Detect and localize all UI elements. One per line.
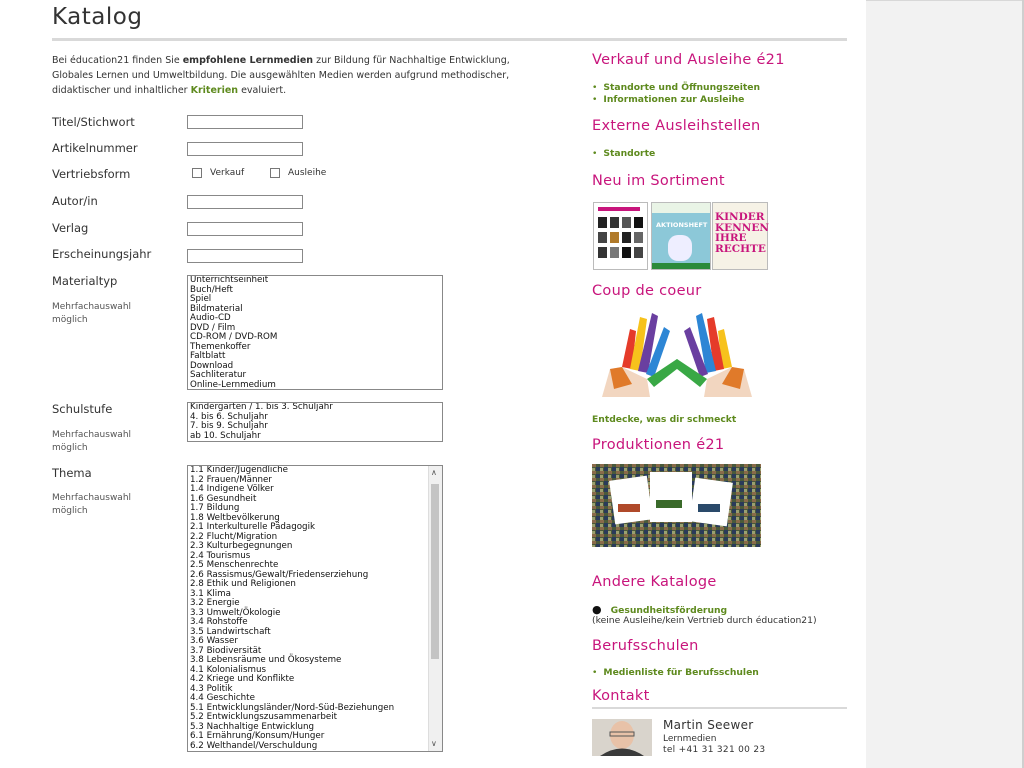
list-option[interactable]: Download (190, 360, 234, 371)
verkauf-checkbox-label: Verkauf (210, 168, 245, 178)
list-option[interactable]: 3.3 Umwelt/Ökologie (190, 607, 281, 618)
list-option[interactable]: 1.8 Weltbevölkerung (190, 512, 280, 523)
kontakt-divider (592, 707, 847, 709)
ausleihe-info-link[interactable]: • Informationen zur Ausleihe (592, 94, 745, 105)
standorte-oeffnungszeiten-link[interactable]: • Standorte und Öffnungszeiten (592, 82, 761, 93)
new-media-cover-2[interactable] (651, 202, 711, 270)
ausleihe-checkbox-label: Ausleihe (288, 168, 327, 178)
painted-hands-image[interactable] (592, 309, 762, 398)
coup-link[interactable]: Entdecke, was dir schmeckt (592, 414, 737, 425)
contact-name: Martin Seewer (663, 718, 754, 732)
list-option[interactable]: 7. bis 9. Schuljahr (190, 421, 268, 431)
list-option[interactable]: Faltblatt (190, 351, 226, 361)
cover-3-title: KINDER KENNEN IHRE RECHTE (715, 211, 769, 255)
list-option[interactable]: Sachliteratur (190, 370, 247, 380)
verlag-label: Verlag (52, 221, 89, 235)
list-option[interactable]: 2.8 Ethik und Religionen (190, 579, 296, 589)
extern-heading: Externe Ausleihstellen (592, 118, 761, 134)
avatar (592, 719, 652, 756)
autor-label: Autor/in (52, 194, 98, 208)
list-option[interactable]: 5.1 Entwicklungsländer/Nord-Süd-Beziehungen (190, 702, 395, 713)
verkauf-checkbox-box[interactable] (192, 168, 202, 178)
list-option[interactable]: 3.6 Wasser (190, 636, 238, 646)
list-option[interactable]: 1.6 Gesundheit (190, 493, 257, 504)
list-option[interactable]: 4.3 Politik (190, 683, 233, 694)
list-option[interactable]: 3.1 Klima (190, 588, 231, 599)
intro-text (52, 53, 552, 98)
list-option[interactable]: 3.5 Landwirtschaft (190, 626, 271, 637)
artikel-label: Artikelnummer (52, 141, 138, 155)
schulstufe-label: Schulstufe (52, 402, 113, 416)
jahr-input[interactable] (187, 249, 303, 263)
schulstufe-hint: Mehrfachauswahl möglich (52, 430, 132, 453)
list-option[interactable]: Unterrichtseinheit (190, 275, 269, 285)
list-option[interactable]: 3.2 Energie (190, 598, 240, 608)
list-option[interactable]: Buch/Heft (190, 284, 233, 295)
list-option[interactable]: 1.1 Kinder/Jugendliche (190, 465, 288, 475)
list-option[interactable]: 1.4 Indigene Völker (190, 484, 274, 494)
verkauf-checkbox[interactable] (192, 168, 244, 178)
new-media-cover-1[interactable] (593, 202, 648, 270)
material-listbox[interactable] (187, 275, 443, 390)
list-option[interactable]: Spiel (190, 294, 212, 304)
list-option[interactable]: 2.6 Rassismus/Gewalt/Friedenserziehung (190, 569, 369, 580)
andere-heading: Andere Kataloge (592, 574, 717, 590)
list-option[interactable]: Kindergarten / 1. bis 3. Schuljahr (190, 402, 333, 412)
andere-note: (keine Ausleihe/kein Vertrieb durch éducation21) (592, 615, 817, 626)
list-option[interactable]: 6.2 Welthandel/Verschuldung (190, 740, 318, 751)
title-divider (52, 38, 847, 41)
list-option[interactable]: 2.4 Tourismus (190, 550, 251, 561)
titel-input[interactable] (187, 115, 303, 129)
ausleihe-checkbox-box[interactable] (270, 168, 280, 178)
list-option[interactable]: 3.7 Biodiversität (190, 645, 262, 656)
thema-hint: Mehrfachauswahl möglich (52, 493, 132, 516)
list-option[interactable]: Audio-CD (190, 313, 231, 323)
list-option[interactable]: 6.1 Ernährung/Konsum/Hunger (190, 731, 325, 741)
list-option[interactable]: 4.2 Kriege und Konflikte (190, 674, 295, 684)
prod-heading: Produktionen é21 (592, 437, 725, 453)
intro-bold: empfohlene Lernmedien (182, 55, 314, 66)
produktionen-collage-image[interactable] (592, 464, 761, 547)
list-option[interactable]: 1.2 Frauen/Männer (190, 474, 272, 485)
extern-standorte-link[interactable]: • Standorte (592, 148, 656, 159)
berufsschulen-link[interactable]: • Medienliste für Berufsschulen (592, 667, 759, 678)
gesundheit-link[interactable]: ● Gesundheitsförderung (592, 603, 728, 616)
outer-frame-top (866, 0, 1024, 1)
kontakt-heading: Kontakt (592, 688, 650, 704)
list-option[interactable]: 2.2 Flucht/Migration (190, 531, 278, 542)
intro-part-2: zur Bildung für Nachhaltige Entwicklung, Globales Lernen und Umweltbildung. Die ausgewählten Medien werden aufgrund methodischer, didaktischer und inhaltlicher (52, 55, 510, 96)
neu-heading: Neu im Sortiment (592, 173, 725, 189)
titel-label: Titel/Stichwort (52, 115, 135, 129)
list-option[interactable]: 5.2 Entwicklungszusammenarbeit (190, 712, 338, 722)
list-option[interactable]: 3.4 Rohstoffe (190, 617, 248, 627)
scroll-thumb[interactable] (431, 484, 439, 659)
list-option[interactable]: 4. bis 6. Schuljahr (190, 411, 268, 422)
list-option[interactable]: DVD / Film (190, 322, 236, 333)
thema-options (188, 466, 428, 751)
vertrieb-label: Vertriebsform (52, 167, 131, 181)
list-option[interactable]: 3.8 Lebensräume und Ökosysteme (190, 655, 342, 665)
thema-scrollbar[interactable] (428, 466, 442, 751)
list-option[interactable]: Online-Lernmedium (190, 379, 276, 390)
kriterien-link[interactable]: Kriterien (190, 85, 239, 96)
beruf-heading: Berufsschulen (592, 638, 699, 654)
scroll-down-icon[interactable]: ∨ (431, 738, 437, 748)
list-option[interactable]: 2.5 Menschenrechte (190, 560, 279, 570)
verkauf-heading: Verkauf und Ausleihe é21 (592, 52, 785, 68)
intro-part-3: evaluiert. (238, 85, 287, 96)
list-option[interactable]: Bildmaterial (190, 303, 243, 314)
list-option[interactable]: 1.7 Bildung (190, 503, 240, 513)
list-option[interactable]: 2.3 Kulturbegegnungen (190, 541, 293, 551)
list-option[interactable]: CD-ROM / DVD-ROM (190, 332, 278, 342)
list-option[interactable]: 2.1 Interkulturelle Pädagogik (190, 522, 316, 532)
page-title: Katalog (52, 4, 143, 30)
contact-phone[interactable]: tel +41 31 321 00 23 (663, 745, 766, 755)
scroll-up-icon[interactable]: ∧ (431, 468, 437, 477)
jahr-label: Erscheinungsjahr (52, 247, 152, 261)
coup-heading: Coup de coeur (592, 283, 702, 299)
new-media-cover-3[interactable] (712, 202, 768, 270)
contact-role: Lernmedien (663, 734, 717, 744)
thema-listbox[interactable] (187, 465, 443, 752)
cover-2-title: AKTIONSHEFT (656, 221, 708, 229)
autor-input[interactable] (187, 195, 303, 209)
thema-label: Thema (52, 466, 92, 480)
verlag-input[interactable] (187, 222, 303, 236)
list-option[interactable]: 5.3 Nachhaltige Entwicklung (190, 721, 315, 732)
material-hint: Mehrfachauswahl möglich (52, 302, 132, 325)
intro-part-1: Bei éducation21 finden Sie (52, 55, 183, 66)
list-option[interactable]: 4.4 Geschichte (190, 693, 255, 703)
list-option[interactable]: Themenkoffer (190, 341, 251, 352)
list-option[interactable]: 4.1 Kolonialismus (190, 664, 266, 675)
artikel-input[interactable] (187, 142, 303, 156)
ausleihe-checkbox[interactable] (270, 168, 326, 178)
schulstufe-listbox[interactable] (187, 402, 443, 442)
material-label: Materialtyp (52, 274, 118, 288)
list-option[interactable]: ab 10. Schuljahr (190, 430, 261, 441)
